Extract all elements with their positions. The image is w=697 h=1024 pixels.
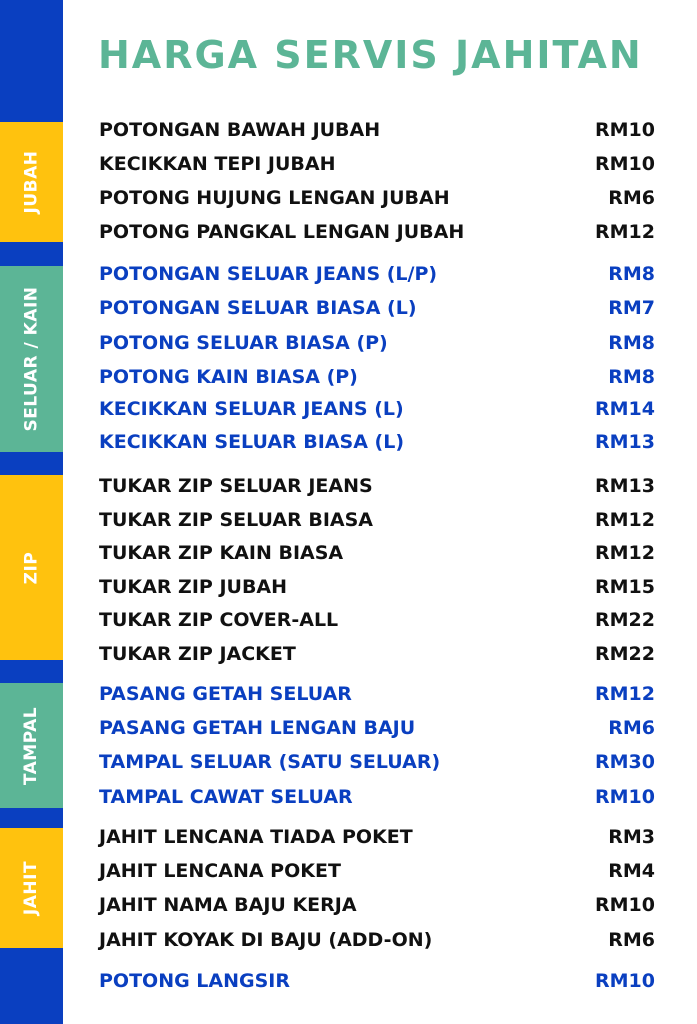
service-name: TUKAR ZIP KAIN BIASA [99,542,344,564]
price-row [99,472,659,500]
service-price: RM8 [608,263,655,285]
service-name: TUKAR ZIP JACKET [99,643,296,665]
price-row [99,926,659,954]
service-name: KECIKKAN TEPI JUBAH [99,153,336,175]
service-price: RM15 [595,576,655,598]
service-price: RM10 [595,153,655,175]
price-row [99,857,659,885]
category-label-jahit: JAHIT [21,860,42,916]
service-name: PASANG GETAH LENGAN BAJU [99,717,416,739]
service-name: POTONG PANGKAL LENGAN JUBAH [99,221,465,243]
service-price: RM22 [595,609,655,631]
service-name: TAMPAL CAWAT SELUAR [99,786,353,808]
service-price: RM8 [608,332,655,354]
service-price: RM6 [608,187,655,209]
service-price: RM4 [608,860,655,882]
price-row [99,748,659,776]
price-row [99,680,659,708]
service-price: RM12 [595,509,655,531]
price-row [99,823,659,851]
service-name: TUKAR ZIP COVER-ALL [99,609,339,631]
service-price: RM30 [595,751,655,773]
price-row [99,714,659,742]
service-price: RM8 [608,366,655,388]
service-price: RM13 [595,475,655,497]
service-name: POTONG LANGSIR [99,970,290,992]
service-name: POTONG SELUAR BIASA (P) [99,332,388,354]
service-price: RM14 [595,398,655,420]
service-price: RM3 [608,826,655,848]
price-row [99,891,659,919]
category-tab-zip [0,475,63,660]
category-tab-tampal [0,683,63,808]
price-row [99,294,659,322]
category-label-zip: ZIP [21,551,42,584]
service-name: PASANG GETAH SELUAR [99,683,352,705]
service-name: POTONGAN BAWAH JUBAH [99,119,381,141]
service-name: POTONGAN SELUAR JEANS (L/P) [99,263,438,285]
price-row [99,539,659,567]
category-tab-jahit [0,828,63,948]
service-price: RM6 [608,717,655,739]
price-row [99,967,659,995]
service-name: TAMPAL SELUAR (SATU SELUAR) [99,751,441,773]
price-row [99,116,659,144]
price-row [99,363,659,391]
service-name: TUKAR ZIP SELUAR BIASA [99,509,373,531]
price-row [99,218,659,246]
service-name: JAHIT KOYAK DI BAJU (ADD-ON) [99,929,433,951]
service-price: RM10 [595,786,655,808]
service-price: RM12 [595,542,655,564]
service-name: JAHIT NAMA BAJU KERJA [99,894,357,916]
service-name: TUKAR ZIP JUBAH [99,576,288,598]
service-name: POTONGAN SELUAR BIASA (L) [99,297,417,319]
service-price: RM7 [608,297,655,319]
price-row [99,428,659,456]
price-row [99,783,659,811]
service-name: KECIKKAN SELUAR JEANS (L) [99,398,404,420]
price-row [99,606,659,634]
category-label-tampal: TAMPAL [21,706,42,785]
service-name: TUKAR ZIP SELUAR JEANS [99,475,373,497]
price-row [99,329,659,357]
service-price: RM6 [608,929,655,951]
service-price: RM10 [595,894,655,916]
category-tab-jubah [0,122,63,242]
service-price: RM10 [595,970,655,992]
service-price: RM10 [595,119,655,141]
price-row [99,395,659,423]
service-name: JAHIT LENCANA TIADA POKET [99,826,413,848]
category-label-jubah: JUBAH [21,150,42,214]
service-name: JAHIT LENCANA POKET [99,860,341,882]
service-name: POTONG HUJUNG LENGAN JUBAH [99,187,450,209]
price-row [99,506,659,534]
price-row [99,184,659,212]
price-row [99,150,659,178]
service-name: KECIKKAN SELUAR BIASA (L) [99,431,405,453]
service-price: RM22 [595,643,655,665]
category-tab-seluar-kain [0,266,63,452]
service-name: POTONG KAIN BIASA (P) [99,366,358,388]
service-price: RM13 [595,431,655,453]
category-label-seluar-kain: SELUAR / KAIN [21,286,42,432]
price-row [99,573,659,601]
price-row [99,260,659,288]
service-price: RM12 [595,683,655,705]
price-row [99,640,659,668]
page-title: HARGA SERVIS JAHITAN [98,33,643,77]
service-price: RM12 [595,221,655,243]
